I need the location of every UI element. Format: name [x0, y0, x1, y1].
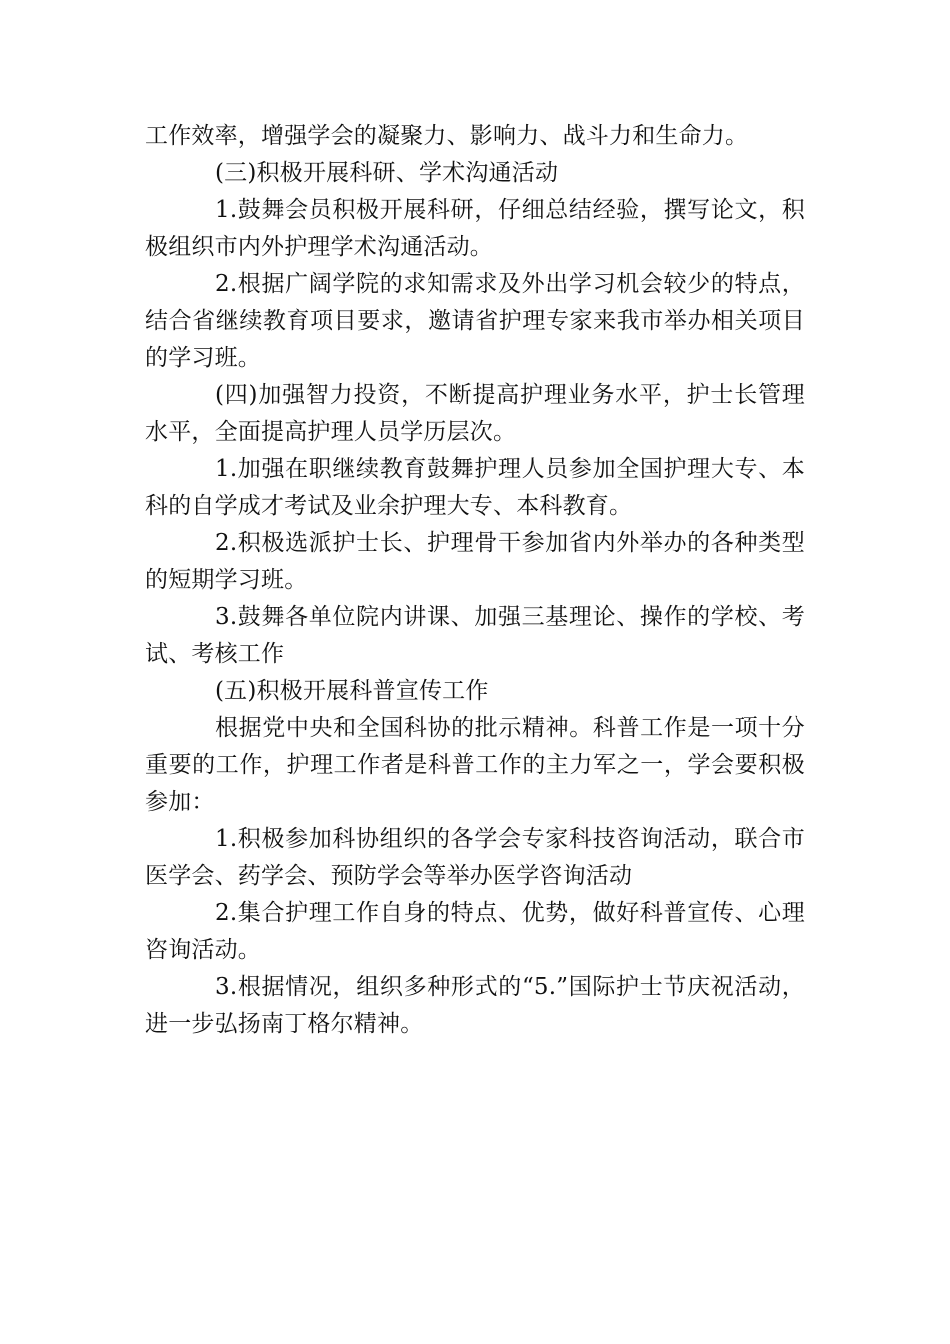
list-item-3-1: 1.鼓舞会员积极开展科研，仔细总结经验，撰写论文，积极组织市内外护理学术沟通活动。	[145, 197, 805, 260]
list-item-4-3: 3.鼓舞各单位院内讲课、加强三基理论、操作的学校、考试、考核工作	[145, 604, 805, 667]
section-heading-4: (四)加强智力投资，不断提高护理业务水平，护士长管理水平，全面提高护理人员学历层次。	[145, 382, 805, 445]
list-item-5-3: 3.根据情况，组织多种形式的“5.”国际护士节庆祝活动，进一步弘扬南丁格尔精神。	[145, 974, 805, 1037]
paragraph-intro-5: 根据党中央和全国科协的批示精神。科普工作是一项十分重要的工作，护理工作者是科普工作的主力军之一，学会要积极参加：	[145, 715, 805, 815]
list-item-4-1: 1.加强在职继续教育鼓舞护理人员参加全国护理大专、本科的自学成才考试及业余护理大专、本科教育。	[145, 456, 805, 519]
list-item-5-2: 2.集合护理工作自身的特点、优势，做好科普宣传、心理咨询活动。	[145, 900, 805, 963]
paragraph-continuation: 工作效率，增强学会的凝聚力、影响力、战斗力和生命力。	[145, 123, 749, 149]
list-item-4-2: 2.积极选派护士长、护理骨干参加省内外举办的各种类型的短期学习班。	[145, 530, 805, 593]
document-body	[145, 118, 805, 1043]
section-heading-5: (五)积极开展科普宣传工作	[215, 678, 489, 704]
section-heading-3: (三)积极开展科研、学术沟通活动	[215, 160, 559, 186]
list-item-3-2: 2.根据广阔学院的求知需求及外出学习机会较少的特点，结合省继续教育项目要求，邀请省护理专家来我市举办相关项目的学习班。	[145, 271, 805, 371]
list-item-5-1: 1.积极参加科协组织的各学会专家科技咨询活动，联合市医学会、药学会、预防学会等举办医学咨询活动	[145, 826, 805, 889]
